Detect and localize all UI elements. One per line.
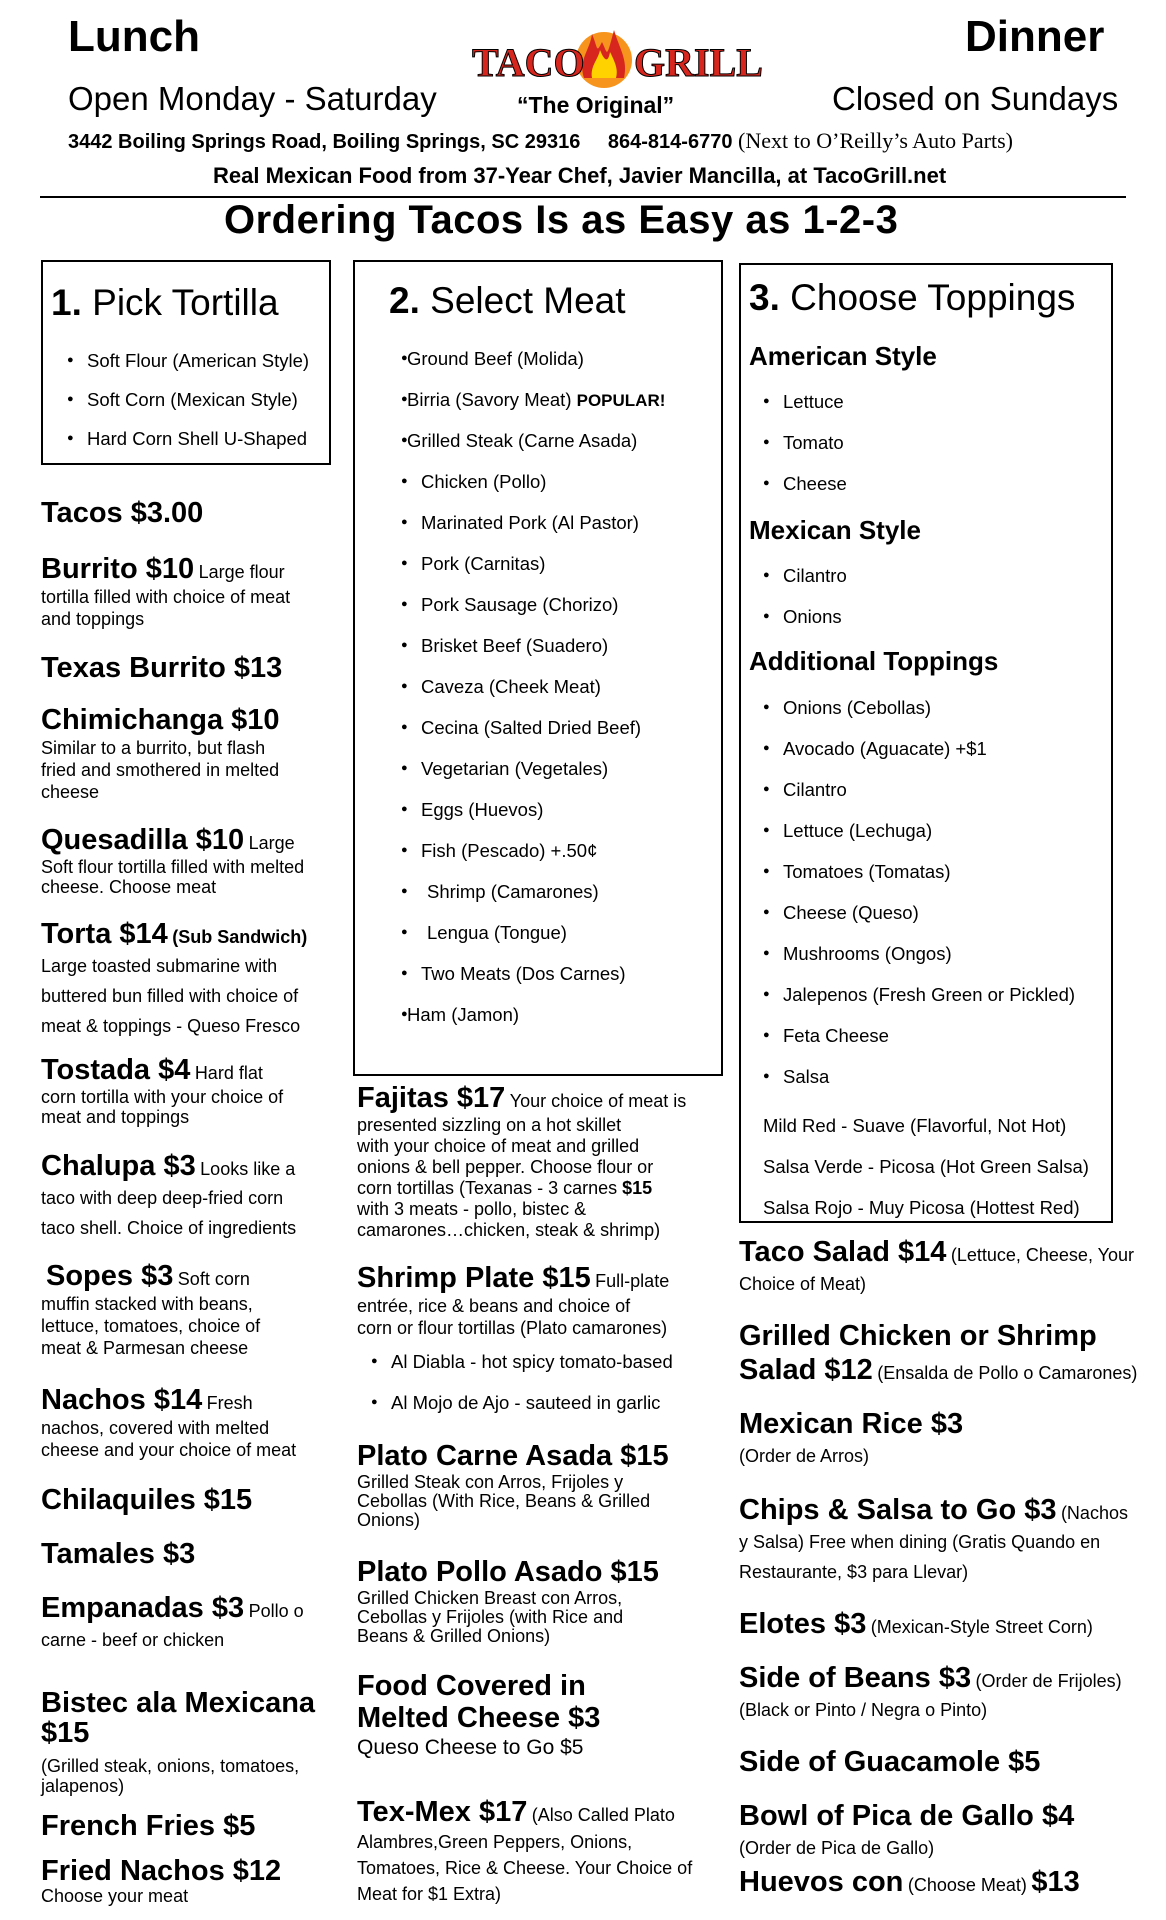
tortilla-list <box>53 350 309 450</box>
shrimp-options <box>357 1351 732 1433</box>
list-item: ● Al Diabla - hot spicy tomato-based <box>357 1351 732 1392</box>
chilaquiles-item: Chilaquiles $15 <box>41 1484 253 1516</box>
list-item: ● Cheese (Queso) <box>749 902 1075 943</box>
shrimp-plate-item: Shrimp Plate $15 Full-plate entrée, rice & beans and choice of corn or flour tortillas (Plato camarones) ● Al Diabla - hot spicy tomato-based ● Al Mojo de Ajo - sauteed in garlic <box>357 1262 732 1433</box>
additional-list <box>749 697 1075 1107</box>
list-item: ● Ground Beef (Molida) <box>387 348 717 389</box>
pico-item: Bowl of Pica de Gallo $4 (Order de Pica de Gallo) <box>739 1800 1075 1858</box>
page-title: Ordering Tacos Is as Easy as 1-2-3 <box>224 198 899 242</box>
additional-toppings-heading: Additional Toppings <box>749 646 999 676</box>
list-item: ● Chicken (Pollo) <box>387 471 717 512</box>
salsa-item: Salsa Verde - Picosa (Hot Green Salsa) <box>763 1156 1089 1177</box>
list-item: ● Vegetarian (Vegetales) <box>387 758 717 799</box>
phone: 864-814-6770 <box>607 131 733 153</box>
bistec-item: Bistec ala Mexicana $15 (Grilled steak, onions, tomatoes, jalapenos) <box>41 1687 316 1796</box>
side-beans-item: Side of Beans $3 (Order de Frijoles) (Black or Pinto / Negra o Pinto) <box>739 1662 1122 1720</box>
american-list <box>749 391 847 514</box>
list-item: ● Pork (Carnitas) <box>387 553 717 594</box>
list-item: ● Soft Flour (American Style) <box>53 350 309 372</box>
list-item: ● Grilled Steak (Carne Asada) <box>387 430 717 471</box>
list-item: ● Shrimp (Camarones) <box>387 881 717 922</box>
list-item: ● Feta Cheese <box>749 1025 1075 1066</box>
list-item: ● Hard Corn Shell U-Shaped <box>53 428 309 450</box>
american-style-heading: American Style <box>749 341 937 371</box>
popular-badge: POPULAR! <box>576 391 666 410</box>
meat-list <box>387 348 717 1045</box>
tagline: Real Mexican Food from 37-Year Chef, Javier Mancilla, at TacoGrill.net <box>213 163 947 188</box>
list-item: ● Al Mojo de Ajo - sauteed in garlic <box>357 1392 732 1433</box>
address: 3442 Boiling Springs Road, Boiling Springs, SC 29316 <box>68 131 581 153</box>
nachos-item: Nachos $14 Fresh nachos, covered with melted cheese and your choice of meat <box>41 1384 297 1460</box>
burrito-item: Burrito $10 Large flour tortilla filled with choice of meat and toppings <box>41 553 291 629</box>
step3-title: 3. Choose Toppings <box>749 277 1076 318</box>
list-item: ● Mushrooms (Ongos) <box>749 943 1075 984</box>
elotes-item: Elotes $3 (Mexican-Style Street Corn) <box>739 1608 1093 1640</box>
open-days: Open Monday - Saturday <box>68 80 437 117</box>
closed-days: Closed on Sundays <box>832 80 1119 117</box>
step2-box <box>353 260 723 1076</box>
mexican-list <box>749 565 847 647</box>
tex-mex-item: Tex-Mex $17 (Also Called Plato Alambres,Green Peppers, Onions, Tomatoes, Rice & Cheese. Your Choice of Meat for $1 Extra) <box>357 1796 693 1904</box>
list-item: ● Birria (Savory Meat) POPULAR! <box>387 389 717 430</box>
list-item: ● Soft Corn (Mexican Style) <box>53 389 309 411</box>
torta-item: Torta $14 (Sub Sandwich) Large toasted submarine with buttered bun filled with choice of meat & toppings - Queso Fresco <box>41 918 308 1036</box>
tostada-item: Tostada $4 Hard flat corn tortilla with your choice of meat and toppings <box>41 1054 284 1127</box>
step1-box <box>41 260 331 465</box>
address-line <box>68 128 1013 154</box>
list-item: ● Pork Sausage (Chorizo) <box>387 594 717 635</box>
list-item: ● Lettuce (Lechuga) <box>749 820 1075 861</box>
salsa-list <box>763 1105 1089 1228</box>
step3-box <box>739 263 1113 1223</box>
empanadas-item: Empanadas $3 Pollo o carne - beef or chicken <box>41 1592 304 1650</box>
list-item: ● Onions <box>749 606 847 647</box>
list-item: ● Fish (Pescado) +.50¢ <box>387 840 717 881</box>
list-item: ● Ham (Jamon) <box>387 1004 717 1045</box>
fajitas-item: Fajitas $17 Your choice of meat is presented sizzling on a hot skillet with your choice of meat and grilled onions & bell pepper. Choose flour or corn tortillas (Texanas - 3 carnes $15 with 3 meats - pollo, bistec & camarones…chicken, steak & shrimp) <box>357 1082 687 1240</box>
logo-text-right: GRILL <box>634 40 763 85</box>
french-fries-item: French Fries $5 <box>41 1810 256 1842</box>
list-item: ● Cilantro <box>749 565 847 606</box>
list-item: ● Brisket Beef (Suadero) <box>387 635 717 676</box>
huevos-item: Huevos con (Choose Meat) $13 <box>739 1866 1080 1898</box>
list-item: ● Lettuce <box>749 391 847 432</box>
chimichanga-item: Chimichanga $10 Similar to a burrito, but flash fried and smothered in melted cheese <box>41 704 280 802</box>
list-item: ● Tomato <box>749 432 847 473</box>
location-note: (Next to O’Reilly’s Auto Parts) <box>738 128 1014 153</box>
list-item: ● Lengua (Tongue) <box>387 922 717 963</box>
list-item: ● Cilantro <box>749 779 1075 820</box>
grilled-salad-item: Grilled Chicken or Shrimp Salad $12 (Ensalda de Pollo o Camarones) <box>739 1320 1138 1386</box>
taco-grill-logo <box>468 20 763 90</box>
carne-asada-item: Plato Carne Asada $15 Grilled Steak con Arros, Frijoles y Cebollas (With Rice, Beans & Grilled Onions) <box>357 1440 669 1530</box>
melted-cheese-item: Food Covered in Melted Cheese $3 Queso Cheese to Go $5 <box>357 1670 601 1759</box>
list-item: ● Onions (Cebollas) <box>749 697 1075 738</box>
list-item: ● Salsa <box>749 1066 1075 1107</box>
mexican-style-heading: Mexican Style <box>749 515 921 545</box>
quesadilla-item: Quesadilla $10 Large Soft flour tortilla filled with melted cheese. Choose meat <box>41 824 305 897</box>
taco-salad-item: Taco Salad $14 (Lettuce, Cheese, Your Choice of Meat) <box>739 1236 1134 1294</box>
list-item: ● Cheese <box>749 473 847 514</box>
list-item: ● Eggs (Huevos) <box>387 799 717 840</box>
dinner-heading: Dinner <box>965 12 1105 61</box>
list-item: ● Tomatoes (Tomatas) <box>749 861 1075 902</box>
fried-nachos-item: Fried Nachos $12 Choose your meat <box>41 1855 282 1906</box>
logo-text-left: TACO <box>472 40 585 85</box>
texas-burrito-item: Texas Burrito $13 <box>41 652 283 684</box>
guacamole-item: Side of Guacamole $5 <box>739 1746 1041 1778</box>
salsa-item: Mild Red - Suave (Flavorful, Not Hot) <box>763 1115 1067 1136</box>
list-item: ● Jalepenos (Fresh Green or Pickled) <box>749 984 1075 1025</box>
list-item: ● Cecina (Salted Dried Beef) <box>387 717 717 758</box>
step2-title: 2. Select Meat <box>389 280 626 321</box>
tamales-item: Tamales $3 <box>41 1538 196 1570</box>
salsa-item: Salsa Rojo - Muy Picosa (Hottest Red) <box>763 1197 1080 1218</box>
chalupa-item: Chalupa $3 Looks like a taco with deep deep-fried corn taco shell. Choice of ingredients <box>41 1150 297 1238</box>
list-item: ● Marinated Pork (Al Pastor) <box>387 512 717 553</box>
flame-icon <box>468 20 763 90</box>
the-original: “The Original” <box>517 92 675 118</box>
mexican-rice-item: Mexican Rice $3 (Order de Arros) <box>739 1408 964 1466</box>
step1-title: 1. Pick Tortilla <box>51 282 279 323</box>
tacos-item: Tacos $3.00 <box>41 497 204 529</box>
list-item: ● Caveza (Cheek Meat) <box>387 676 717 717</box>
list-item: ● Two Meats (Dos Carnes) <box>387 963 717 1004</box>
lunch-heading: Lunch <box>68 12 200 61</box>
sopes-item: Sopes $3 Soft corn muffin stacked with beans, lettuce, tomatoes, choice of meat & Parmesan cheese <box>41 1260 261 1358</box>
list-item: ● Avocado (Aguacate) +$1 <box>749 738 1075 779</box>
chips-salsa-item: Chips & Salsa to Go $3 (Nachos y Salsa) Free when dining (Gratis Quando en Restaurante, $3 para Llevar) <box>739 1494 1128 1582</box>
pollo-asado-item: Plato Pollo Asado $15 Grilled Chicken Breast con Arros, Cebollas y Frijoles (with Rice and Beans & Grilled Onions) <box>357 1556 659 1646</box>
